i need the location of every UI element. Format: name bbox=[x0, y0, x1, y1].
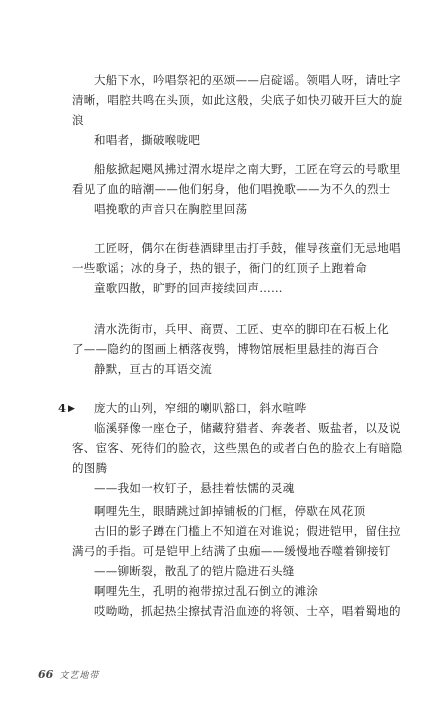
page-footer bbox=[38, 668, 99, 683]
paragraph-4 bbox=[72, 319, 389, 379]
text-line: 客、宦客、死待们的脸衣，这些黑色的或者白色的脸衣上有暗隐 bbox=[72, 441, 403, 455]
right-triangle-icon: ▶ bbox=[68, 404, 75, 414]
paragraph-6 bbox=[72, 501, 401, 581]
text-line: 唱挽歌的声音只在胸腔里回荡 bbox=[94, 202, 248, 216]
text-line: 了——隐约的图画上栖落夜鸮，博物馆展柜里悬挂的海百合 bbox=[72, 342, 379, 356]
text-line: 哎呦呦，抓起热尘擦拭青沿血迹的将领、士卒，唱着蜀地的 bbox=[94, 604, 401, 618]
text-line: 浪 bbox=[72, 113, 84, 127]
text-line: 一些歌谣；冰的身子，热的银子，衙门的红顶子上跑着命 bbox=[72, 261, 367, 275]
text-line: 庞大的山列，窄细的喇叭豁口，斜水喧哗 bbox=[94, 401, 307, 415]
paragraph-5 bbox=[72, 398, 403, 498]
book-title: 文艺地带 bbox=[59, 671, 100, 681]
text-line: 清水洗街市，兵甲、商贾、工匠、吏卒的脚印在石板上化 bbox=[94, 322, 389, 336]
section-number: 4 bbox=[58, 401, 67, 415]
text-line: 的图腾 bbox=[72, 461, 108, 475]
text-line: 船舷掀起飓风拂过渭水堤岸之南大野，工匠在穹云的号歌里 bbox=[94, 162, 401, 176]
paragraph-2 bbox=[72, 159, 401, 219]
page-number: 66 bbox=[38, 668, 54, 681]
text-line: 清晰，唱腔共鸣在头顶，如此这般，尖底子如快刃破开巨大的旋 bbox=[72, 93, 403, 107]
text-line: 和唱者，撕破喉咙吧 bbox=[94, 133, 201, 147]
text-line: 工匠呀，偶尔在街巷酒肆里击打手鼓，催导孩童们无忌地唱 bbox=[94, 241, 401, 255]
text-line: ——我如一枚钉子，悬挂着怯懦的灵魂 bbox=[94, 481, 295, 495]
text-line: 童歌四散，旷野的回声接续回声…… bbox=[94, 281, 283, 295]
text-line: 静默，亘古的耳语交流 bbox=[94, 362, 212, 376]
paragraph-1 bbox=[72, 70, 403, 150]
paragraph-7 bbox=[72, 581, 401, 621]
text-line: 大船下水，吟唱祭祀的巫颂——启碇谣。领唱人呀，请吐字 bbox=[94, 73, 401, 87]
text-line: 古旧的影子蹲在门槛上不知道在对谁说；假进铠甲，留住拉 bbox=[94, 524, 401, 538]
text-line: ——铆断裂，散乱了的铠片隐进石头缝 bbox=[94, 564, 295, 578]
text-line: 啊哩先生，孔明的袍带掠过乱石倒立的滩涂 bbox=[94, 584, 319, 598]
text-line: 啊哩先生，眼睛跳过卸掉铺板的门框，停歇在风花顶 bbox=[94, 504, 366, 518]
paragraph-3 bbox=[72, 238, 401, 298]
text-line: 看见了血的暗潮——他们躬身，他们唱挽歌——为不久的烈士 bbox=[72, 182, 391, 196]
text-line: 满弓的手指。可是铠甲上结满了虫痂——缓慢地吞噬着铆接钉 bbox=[72, 544, 391, 558]
text-line: 临溪驿像一座仓子，储藏狩猎者、奔袭者、贩盐者，以及说 bbox=[94, 421, 401, 435]
